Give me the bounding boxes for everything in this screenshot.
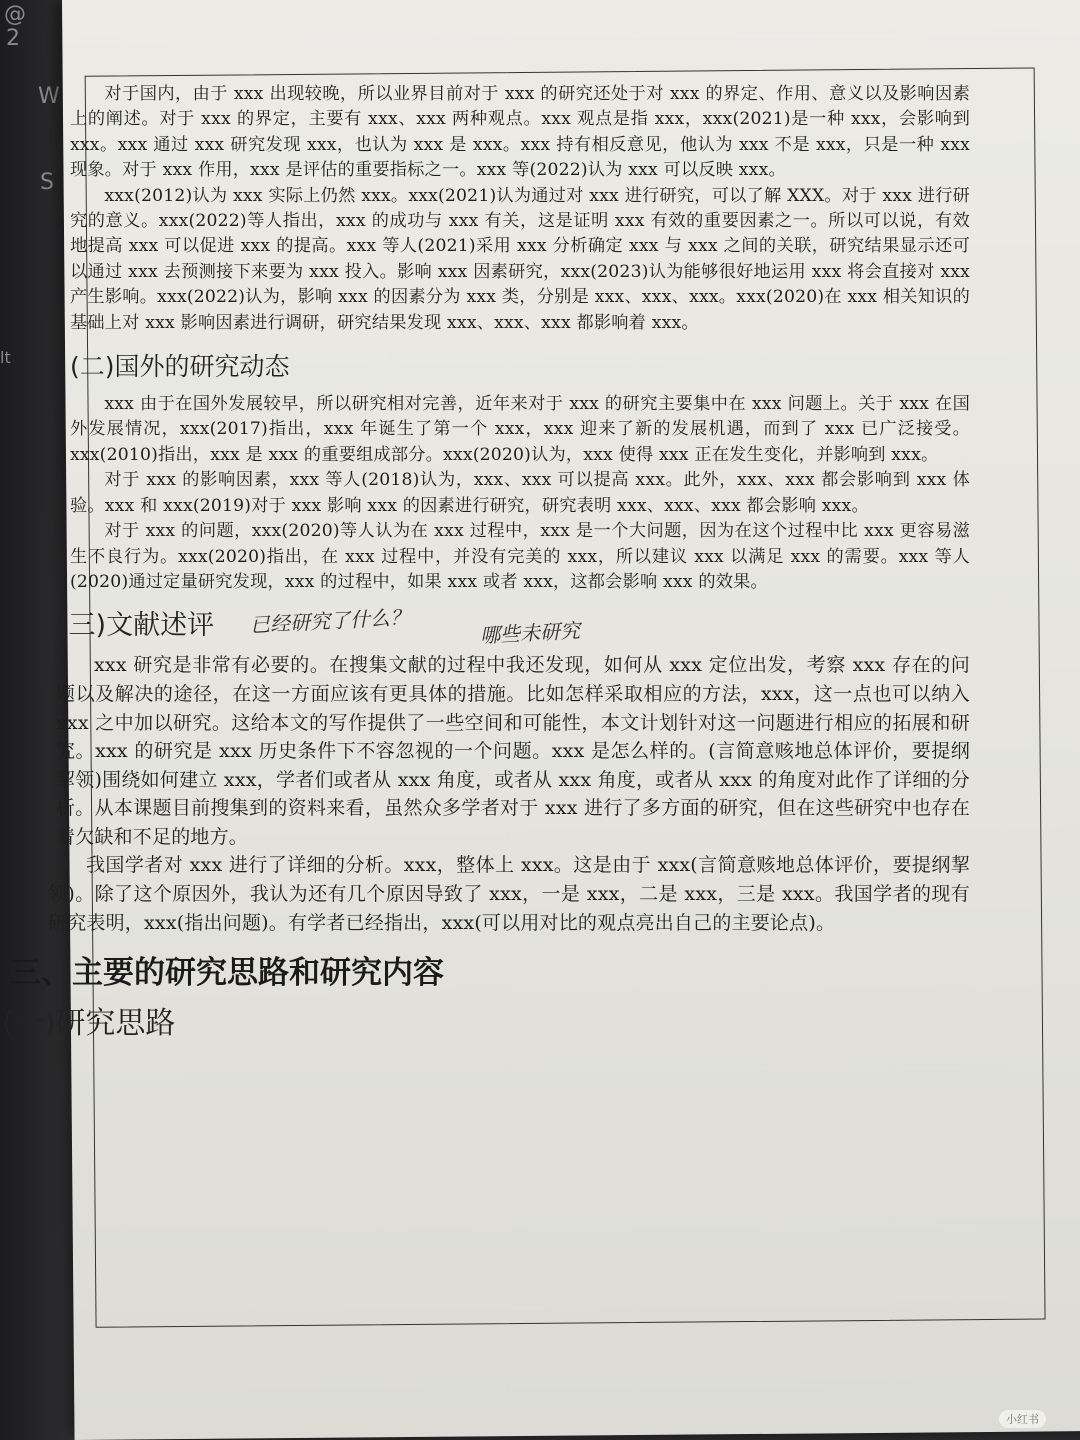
paragraph: 对于 xxx 的问题，xxx(2020)等人认为在 xxx 过程中，xxx 是一个大问题，因为在这个过程中比 xxx 更容易滋生不良行为。xxx(2020)指出，在 xxx 过程中，并没有完美的 xxx，所以建议 xxx 以满足 xxx 的需要。xxx 等人(2020)通过定量研究发现，xxx 的过程中，如果 xxx 或者 xxx，这都会影响 xxx 的效果。 (70, 521, 970, 592)
section-heading-foreign: (二)国外的研究动态 (70, 352, 290, 382)
paragraph: 对于 xxx 的影响因素，xxx 等人(2018)认为，xxx、xxx 可以提高 xxx。此外，xxx、xxx 都会影响到 xxx 体验。xxx 和 xxx(2019)对于 xxx 影响 xxx 的因素进行研究，研究表明 xxx、xxx、xxx 都会影响 xxx。 (70, 470, 970, 516)
handwritten-annotation: 已经研究了什么？ (249, 605, 411, 638)
paragraph: 对于国内，由于 xxx 出现较晚，所以业界目前对于 xxx 的研究还处于对 xxx 的界定、作用、意义以及影响因素上的阐述。对于 xxx 的界定，主要有 xxx、xxx 两种观点。xxx 观点是指 xxx，xxx(2021)是一种 xxx，会影响到 xxx。xxx 通过 xxx 研究发现 xxx，也认为 xxx 是 xxx。xxx 持有相反意见，他认为 xxx 不是 xxx，只是一种 xxx 现象。对于 xxx 作用，xxx 是评估的重要指标之一。xxx 等(2022)认为 xxx 可以反映 xxx。 (70, 84, 970, 181)
watermark-badge: 小红书 (999, 1410, 1046, 1428)
domestic-research-section (70, 82, 970, 336)
section-heading-review: (三)文献述评 (58, 610, 215, 642)
background-glyph: S (40, 170, 54, 195)
background-glyph: W (38, 84, 60, 109)
paragraph: xxx(2012)认为 xxx 实际上仍然 xxx。xxx(2021)认为通过对 xxx 进行研究，可以了解 XXX。对于 xxx 进行研究的意义。xxx(2022)等人指出，xxx 的成功与 xxx 有关，这是证明 xxx 有效的重要因素之一。所以可以说，有效地提高 xxx 可以促进 xxx 的提高。xxx 等人(2021)采用 xxx 分析确定 xxx 与 xxx 之间的关联，研究结果显示还可以通过 xxx 去预测接下来要为 xxx 投入。影响 xxx 因素研究，xxx(2023)认为能够很好地运用 xxx 将会直接对 xxx 产生影响。xxx(2022)认为，影响 xxx 的因素分为 xxx 类，分别是 xxx、xxx、xxx。xxx(2020)在 xxx 相关知识的基础上对 xxx 影响因素进行调研，研究结果发现 xxx、xxx、xxx 都影响着 xxx。 (70, 185, 970, 333)
paragraph: xxx 由于在国外发展较早，所以研究相对完善，近年来对于 xxx 的研究主要集中在 xxx 问题上。关于 xxx 在国外发展情况，xxx(2017)指出，xxx 年诞生了第一个 xxx，xxx 迎来了新的发展机遇，而到了 xxx 已广泛接受。xxx(2010)指出，xxx 是 xxx 的重要组成部分。xxx(2020)认为，xxx 使得 xxx 正在发生变化，并影响到 xxx。 (70, 394, 970, 465)
paragraph: xxx 研究是非常有必要的。在搜集文献的过程中我还发现，如何从 xxx 定位出发，考察 xxx 存在的问题以及解决的途径，在这一方面应该有更具体的措施。比如怎样采取相应的方法，xxx，这一点也可以纳入 xxx 之中加以研究。这给本文的写作提供了一些空间和可能性，本文计划针对这一问题进行相应的拓展和研究。xxx 的研究是 xxx 历史条件下不容忽视的一个问题。xxx 是怎么样的。(言简意赅地总体评价，要提纲挈领)围绕如何建立 xxx，学者们或者从 xxx 角度，或者从 xxx 角度，或者从 xxx 的角度对此作了详细的分析。从本课题目前搜集到的资料来看，虽然众多学者对于 xxx 进行了多方面的研究，但在这些研究中也存在着欠缺和不足的地方。 (56, 654, 970, 848)
handwritten-annotation: 哪些未研究 (479, 618, 581, 648)
background-glyph: 2 (6, 26, 20, 51)
subsection-heading: (一)研究思路 (2, 1006, 176, 1042)
literature-review-section (48, 605, 970, 937)
foreign-research-section (70, 350, 970, 595)
background-glyph: lt (0, 348, 11, 367)
paragraph: 我国学者对 xxx 进行了详细的分析。xxx，整体上 xxx。这是由于 xxx(言简意赅地总体评价，要提纲挈领)。除了这个原因外，我认为还有几个原因导致了 xxx，一是 xxx，二是 xxx，三是 xxx。我国学者的现有研究表明，xxx(指出问题)。有学者已经指出，xxx(可以用对比的观点亮出自己的主要论点)。 (48, 854, 970, 934)
chapter-heading: 三、主要的研究思路和研究内容 (10, 955, 444, 992)
background-glyph: @ (4, 2, 26, 27)
